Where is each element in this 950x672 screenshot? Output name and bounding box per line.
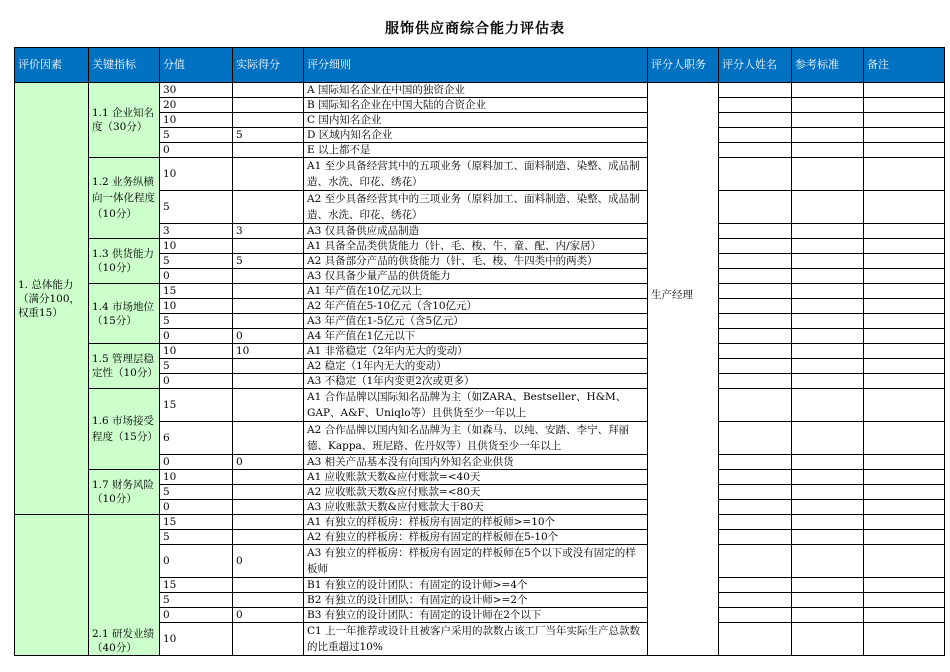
- actual-score-cell[interactable]: [233, 500, 304, 515]
- rater-name-cell[interactable]: [719, 284, 792, 299]
- notes-cell[interactable]: [864, 284, 945, 299]
- header-row: [15, 48, 945, 83]
- rater-name-cell[interactable]: [719, 158, 792, 191]
- table-row: [15, 284, 945, 299]
- actual-score-cell[interactable]: 3: [233, 224, 304, 239]
- reference-cell[interactable]: [792, 470, 864, 485]
- score-cell[interactable]: 5: [160, 593, 233, 608]
- rule-cell[interactable]: A3 年产值在1-5亿元（含5亿元）: [304, 314, 648, 329]
- table-row: [15, 344, 945, 359]
- rater-name-cell[interactable]: [719, 455, 792, 470]
- actual-score-cell[interactable]: 0: [233, 329, 304, 344]
- rater-name-cell[interactable]: [719, 623, 792, 656]
- rule-cell[interactable]: E 以上都不是: [304, 143, 648, 158]
- rater-name-cell[interactable]: [719, 239, 792, 254]
- key-indicator-cell[interactable]: 1.7 财务风险（10分）: [89, 470, 160, 515]
- notes-cell[interactable]: [864, 623, 945, 656]
- actual-score-cell[interactable]: [233, 623, 304, 656]
- notes-cell[interactable]: [864, 239, 945, 254]
- factor-cell[interactable]: [15, 515, 89, 656]
- actual-score-cell[interactable]: [233, 158, 304, 191]
- score-cell[interactable]: 0: [160, 329, 233, 344]
- header-key-indicator[interactable]: 关键指标: [89, 48, 160, 83]
- reference-cell[interactable]: [792, 422, 864, 455]
- score-cell[interactable]: 6: [160, 422, 233, 455]
- rule-cell[interactable]: A2 合作品牌以国内知名品牌为主（如森马、以纯、安踏、李宁、拜丽德、Kappa、班尼路、佐丹奴等）且供货至少一年以上: [304, 422, 648, 455]
- notes-cell[interactable]: [864, 578, 945, 593]
- notes-cell[interactable]: [864, 455, 945, 470]
- actual-score-cell[interactable]: [233, 143, 304, 158]
- actual-score-cell[interactable]: [233, 299, 304, 314]
- rule-cell[interactable]: A2 至少具备经营其中的三项业务（原料加工、面料制造、染整、成品制造、水洗、印花、绣花）: [304, 191, 648, 224]
- rule-cell[interactable]: A2 稳定（1年内无大的变动）: [304, 359, 648, 374]
- rule-cell[interactable]: A1 至少具备经营其中的五项业务（原料加工、面料制造、染整、成品制造、水洗、印花、绣花）: [304, 158, 648, 191]
- reference-cell[interactable]: [792, 485, 864, 500]
- score-cell[interactable]: 0: [160, 608, 233, 623]
- factor-label: 1. 总体能力（满分100，权重15）: [18, 278, 81, 319]
- notes-cell[interactable]: [864, 608, 945, 623]
- rater-name-cell[interactable]: [719, 389, 792, 422]
- actual-score-cell[interactable]: [233, 113, 304, 128]
- rule-cell[interactable]: A1 应收账款天数&应付账款=<40天: [304, 470, 648, 485]
- reference-cell[interactable]: [792, 374, 864, 389]
- rater-name-cell[interactable]: [719, 314, 792, 329]
- table-row: [15, 515, 945, 530]
- table-row: [15, 239, 945, 254]
- rule-cell[interactable]: A3 相关产品基本没有向国内外知名企业供货: [304, 455, 648, 470]
- score-cell[interactable]: 5: [160, 485, 233, 500]
- notes-cell[interactable]: [864, 500, 945, 515]
- key-indicator-cell[interactable]: 1.2 业务纵横向一体化程度（10分）: [89, 158, 160, 239]
- reference-cell[interactable]: [792, 314, 864, 329]
- notes-cell[interactable]: [864, 359, 945, 374]
- rater-name-cell[interactable]: [719, 359, 792, 374]
- rule-cell[interactable]: A2 有独立的样板房：样板房有固定的样板师在5-10个: [304, 530, 648, 545]
- actual-score-cell[interactable]: 10: [233, 344, 304, 359]
- reference-cell[interactable]: [792, 128, 864, 143]
- reference-cell[interactable]: [792, 623, 864, 656]
- rule-cell[interactable]: A4 年产值在1亿元以下: [304, 329, 648, 344]
- notes-cell[interactable]: [864, 113, 945, 128]
- rule-cell[interactable]: A3 应收账款天数&应付账款大于80天: [304, 500, 648, 515]
- header-factor[interactable]: 评价因素: [15, 48, 89, 83]
- reference-cell[interactable]: [792, 344, 864, 359]
- score-cell[interactable]: 0: [160, 374, 233, 389]
- score-cell[interactable]: 15: [160, 515, 233, 530]
- reference-cell[interactable]: [792, 83, 864, 98]
- notes-cell[interactable]: [864, 530, 945, 545]
- notes-cell[interactable]: [864, 158, 945, 191]
- rater-name-cell[interactable]: [719, 470, 792, 485]
- rule-cell[interactable]: B3 有独立的设计团队：有固定的设计师在2个以下: [304, 608, 648, 623]
- notes-cell[interactable]: [864, 143, 945, 158]
- actual-score-cell[interactable]: [233, 515, 304, 530]
- key-indicator-cell[interactable]: 1.5 管理层稳定性（10分）: [89, 344, 160, 389]
- score-cell[interactable]: 5: [160, 314, 233, 329]
- key-indicator-cell[interactable]: 1.3 供货能力（10分）: [89, 239, 160, 284]
- actual-score-cell[interactable]: [233, 530, 304, 545]
- table-row: [15, 83, 945, 98]
- table-row: [15, 389, 945, 422]
- reference-cell[interactable]: [792, 239, 864, 254]
- reference-cell[interactable]: [792, 500, 864, 515]
- score-cell[interactable]: 5: [160, 128, 233, 143]
- header-rater-role[interactable]: 评分人职务: [648, 48, 719, 83]
- table-body: [15, 83, 945, 656]
- header-score[interactable]: 分值: [160, 48, 233, 83]
- reference-cell[interactable]: [792, 578, 864, 593]
- actual-score-cell[interactable]: [233, 389, 304, 422]
- score-cell[interactable]: 0: [160, 545, 233, 578]
- notes-cell[interactable]: [864, 593, 945, 608]
- reference-cell[interactable]: [792, 389, 864, 422]
- rule-cell[interactable]: D 区域内知名企业: [304, 128, 648, 143]
- notes-cell[interactable]: [864, 98, 945, 113]
- actual-score-cell[interactable]: 0: [233, 455, 304, 470]
- actual-score-cell[interactable]: [233, 593, 304, 608]
- notes-cell[interactable]: [864, 128, 945, 143]
- actual-score-cell[interactable]: [233, 422, 304, 455]
- rater-name-cell[interactable]: [719, 329, 792, 344]
- rule-cell[interactable]: A1 非常稳定（2年内无大的变动）: [304, 344, 648, 359]
- score-cell[interactable]: 10: [160, 299, 233, 314]
- score-cell[interactable]: 0: [160, 143, 233, 158]
- reference-cell[interactable]: [792, 98, 864, 113]
- rater-name-cell[interactable]: [719, 374, 792, 389]
- reference-cell[interactable]: [792, 143, 864, 158]
- rater-name-cell[interactable]: [719, 269, 792, 284]
- evaluation-table: [14, 47, 945, 656]
- score-cell[interactable]: 15: [160, 389, 233, 422]
- rater-name-cell[interactable]: [719, 254, 792, 269]
- actual-score-cell[interactable]: [233, 239, 304, 254]
- score-cell[interactable]: 10: [160, 239, 233, 254]
- actual-score-cell[interactable]: [233, 314, 304, 329]
- rater-name-cell[interactable]: [719, 83, 792, 98]
- rater-name-cell[interactable]: [719, 299, 792, 314]
- score-cell[interactable]: 10: [160, 158, 233, 191]
- notes-cell[interactable]: [864, 269, 945, 284]
- reference-cell[interactable]: [792, 593, 864, 608]
- notes-cell[interactable]: [864, 485, 945, 500]
- reference-cell[interactable]: [792, 530, 864, 545]
- notes-cell[interactable]: [864, 254, 945, 269]
- notes-cell[interactable]: [864, 422, 945, 455]
- rule-cell[interactable]: A2 年产值在5-10亿元（含10亿元）: [304, 299, 648, 314]
- rule-cell[interactable]: A2 具备部分产品的供货能力（针、毛、梭、牛四类中的两类）: [304, 254, 648, 269]
- reference-cell[interactable]: [792, 329, 864, 344]
- header-reference[interactable]: 参考标准: [792, 48, 864, 83]
- rater-name-cell[interactable]: [719, 593, 792, 608]
- header-notes[interactable]: 备注: [864, 48, 945, 83]
- key-indicator-cell[interactable]: 2.1 研发业绩（40分）: [89, 515, 160, 656]
- rater-name-cell[interactable]: [719, 224, 792, 239]
- rule-cell[interactable]: A1 具备全品类供货能力（针、毛、梭、牛、童、配、内/家居）: [304, 239, 648, 254]
- reference-cell[interactable]: [792, 299, 864, 314]
- score-cell[interactable]: 10: [160, 470, 233, 485]
- reference-cell[interactable]: [792, 545, 864, 578]
- rater-name-cell[interactable]: [719, 344, 792, 359]
- score-cell[interactable]: 0: [160, 500, 233, 515]
- rule-cell[interactable]: A2 应收账款天数&应付账款=<80天: [304, 485, 648, 500]
- actual-score-cell[interactable]: 0: [233, 545, 304, 578]
- actual-score-cell[interactable]: [233, 284, 304, 299]
- notes-cell[interactable]: [864, 374, 945, 389]
- notes-cell[interactable]: [864, 299, 945, 314]
- rater-name-cell[interactable]: [719, 500, 792, 515]
- rule-cell[interactable]: A1 年产值在10亿元以上: [304, 284, 648, 299]
- table-row: [15, 158, 945, 191]
- reference-cell[interactable]: [792, 224, 864, 239]
- rule-cell[interactable]: A1 合作品牌以国际知名品牌为主（如ZARA、Bestseller、H&M、GAP、A&F、Uniqlo等）且供货至少一年以上: [304, 389, 648, 422]
- notes-cell[interactable]: [864, 344, 945, 359]
- reference-cell[interactable]: [792, 608, 864, 623]
- score-cell[interactable]: 10: [160, 623, 233, 656]
- score-cell[interactable]: 5: [160, 191, 233, 224]
- score-cell[interactable]: 5: [160, 530, 233, 545]
- actual-score-cell[interactable]: [233, 374, 304, 389]
- header-actual-score[interactable]: 实际得分: [233, 48, 304, 83]
- score-cell[interactable]: 0: [160, 455, 233, 470]
- actual-score-cell[interactable]: [233, 191, 304, 224]
- actual-score-cell[interactable]: [233, 485, 304, 500]
- reference-cell[interactable]: [792, 269, 864, 284]
- notes-cell[interactable]: [864, 329, 945, 344]
- notes-cell[interactable]: [864, 470, 945, 485]
- score-cell[interactable]: 20: [160, 98, 233, 113]
- header-rater-name[interactable]: 评分人姓名: [719, 48, 792, 83]
- key-indicator-cell[interactable]: 1.4 市场地位（15分）: [89, 284, 160, 344]
- factor-cell[interactable]: [15, 83, 89, 515]
- actual-score-cell[interactable]: 5: [233, 128, 304, 143]
- notes-cell[interactable]: [864, 83, 945, 98]
- reference-cell[interactable]: [792, 284, 864, 299]
- notes-cell[interactable]: [864, 191, 945, 224]
- actual-score-cell[interactable]: [233, 359, 304, 374]
- actual-score-cell[interactable]: 5: [233, 254, 304, 269]
- rater-name-cell[interactable]: [719, 608, 792, 623]
- rule-cell[interactable]: A 国际知名企业在中国的独资企业: [304, 83, 648, 98]
- rater-name-cell[interactable]: [719, 515, 792, 530]
- rater-role-cell[interactable]: 生产经理: [648, 83, 719, 656]
- sheet-title: 服饰供应商综合能力评估表: [385, 21, 565, 37]
- rule-cell[interactable]: A3 仅具备供应成品制造: [304, 224, 648, 239]
- score-cell[interactable]: 0: [160, 269, 233, 284]
- actual-score-cell[interactable]: [233, 470, 304, 485]
- rule-cell[interactable]: C1 上一年推荐或设计且被客户采用的款数占该工厂当年实际生产总款数的比重超过10%: [304, 623, 648, 656]
- rule-cell[interactable]: C 国内知名企业: [304, 113, 648, 128]
- key-indicator-cell[interactable]: 1.6 市场接受程度（15分）: [89, 389, 160, 470]
- score-cell[interactable]: 15: [160, 578, 233, 593]
- rater-name-cell[interactable]: [719, 530, 792, 545]
- notes-cell[interactable]: [864, 224, 945, 239]
- actual-score-cell[interactable]: [233, 83, 304, 98]
- rule-cell[interactable]: B2 有独立的设计团队：有固定的设计师>=2个: [304, 593, 648, 608]
- score-cell[interactable]: 5: [160, 254, 233, 269]
- reference-cell[interactable]: [792, 191, 864, 224]
- notes-cell[interactable]: [864, 545, 945, 578]
- rater-name-cell[interactable]: [719, 191, 792, 224]
- rater-name-cell[interactable]: [719, 485, 792, 500]
- reference-cell[interactable]: [792, 515, 864, 530]
- score-cell[interactable]: 15: [160, 284, 233, 299]
- rater-name-cell[interactable]: [719, 545, 792, 578]
- rater-name-cell[interactable]: [719, 143, 792, 158]
- rule-cell[interactable]: A1 有独立的样板房：样板房有固定的样板师>=10个: [304, 515, 648, 530]
- reference-cell[interactable]: [792, 254, 864, 269]
- rule-cell[interactable]: A3 仅具备少量产品的供货能力: [304, 269, 648, 284]
- rule-cell[interactable]: B 国际知名企业在中国大陆的合资企业: [304, 98, 648, 113]
- score-cell[interactable]: 10: [160, 344, 233, 359]
- reference-cell[interactable]: [792, 359, 864, 374]
- reference-cell[interactable]: [792, 158, 864, 191]
- actual-score-cell[interactable]: 0: [233, 608, 304, 623]
- score-cell[interactable]: 3: [160, 224, 233, 239]
- actual-score-cell[interactable]: [233, 269, 304, 284]
- score-cell[interactable]: 5: [160, 359, 233, 374]
- table-row: [15, 470, 945, 485]
- rule-cell[interactable]: A3 有独立的样板房：样板房有固定的样板师在5个以下或没有固定的样板师: [304, 545, 648, 578]
- score-cell[interactable]: 30: [160, 83, 233, 98]
- notes-cell[interactable]: [864, 314, 945, 329]
- rater-name-cell[interactable]: [719, 113, 792, 128]
- rater-name-cell[interactable]: [719, 422, 792, 455]
- notes-cell[interactable]: [864, 389, 945, 422]
- header-rule[interactable]: 评分细则: [304, 48, 648, 83]
- score-cell[interactable]: 10: [160, 113, 233, 128]
- rater-name-cell[interactable]: [719, 128, 792, 143]
- rater-name-cell[interactable]: [719, 98, 792, 113]
- notes-cell[interactable]: [864, 515, 945, 530]
- reference-cell[interactable]: [792, 455, 864, 470]
- rule-cell[interactable]: B1 有独立的设计团队：有固定的设计师>=4个: [304, 578, 648, 593]
- reference-cell[interactable]: [792, 113, 864, 128]
- rule-cell[interactable]: A3 不稳定（1年内变更2次或更多）: [304, 374, 648, 389]
- rater-name-cell[interactable]: [719, 578, 792, 593]
- actual-score-cell[interactable]: [233, 98, 304, 113]
- actual-score-cell[interactable]: [233, 578, 304, 593]
- key-indicator-cell[interactable]: 1.1 企业知名度（30分）: [89, 83, 160, 158]
